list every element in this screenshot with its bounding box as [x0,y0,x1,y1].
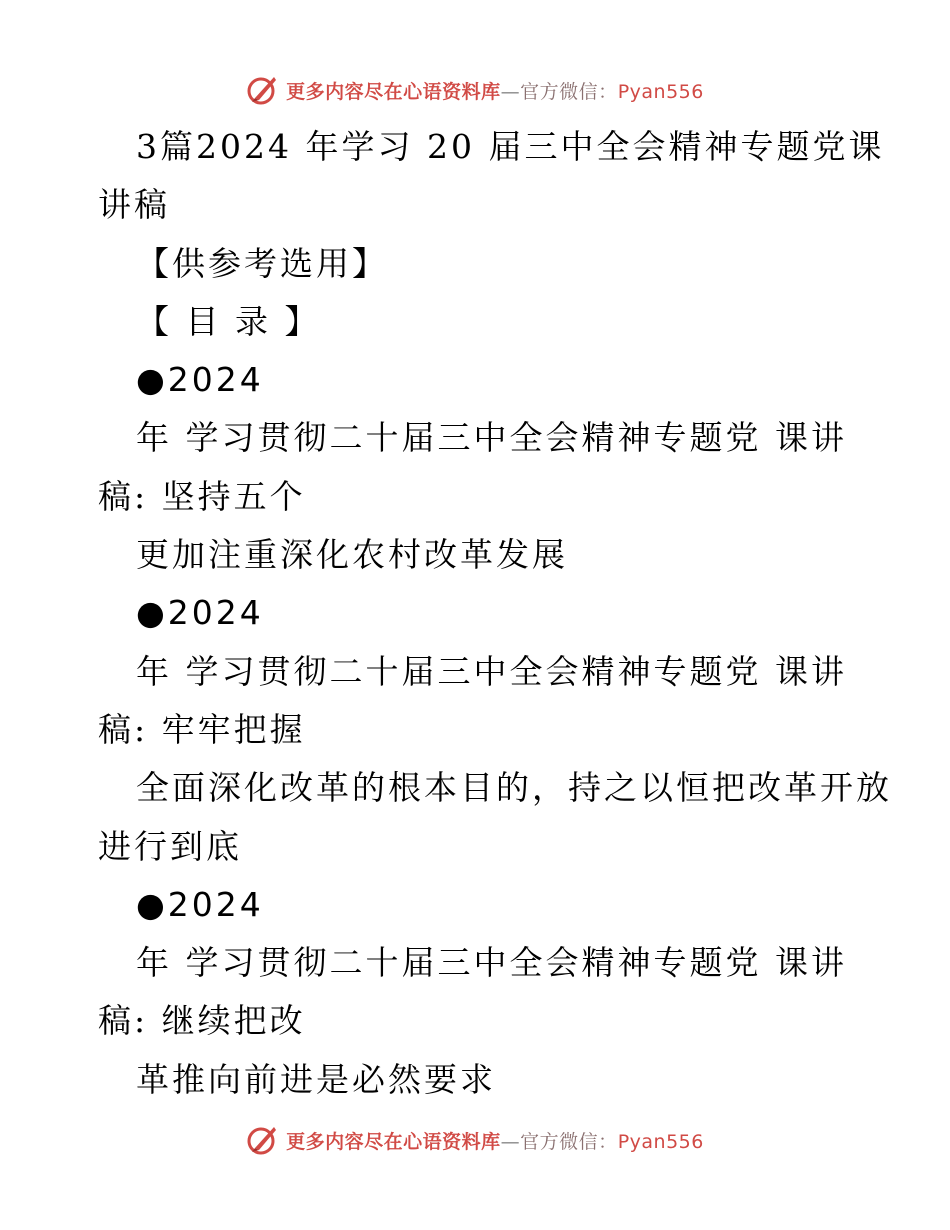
reference-note: 【供参考选用】 [136,243,388,283]
watermark-brand: 更多内容尽在心语资料库 [286,1130,501,1153]
toc-item-1-line3: 更加注重深化农村改革发展 [136,535,568,575]
document-body [98,118,892,1109]
watermark-text [286,77,704,104]
toc-item-3-bullet: ●2024 [136,884,264,924]
watermark-label: 官方微信： [520,80,618,103]
watermark-label: 官方微信： [520,1130,618,1153]
toc-item-2-bullet: ●2024 [136,593,264,633]
quill-logo-icon [246,1123,280,1157]
document-title-line1: 3篇2024 年学习 20 届三中全会精神专题党课 [136,127,885,166]
toc-item-3-line3: 革推向前进是必然要求 [136,1059,496,1099]
toc-item-1-line1: 年 学习贯彻二十届三中全会精神专题党 课讲 [136,418,847,458]
header-watermark [0,70,950,110]
watermark-dash: — [500,80,521,103]
watermark-wechat-id: Pyan556 [617,80,704,103]
toc-item-3-line1: 年 学习贯彻二十届三中全会精神专题党 课讲 [136,943,847,983]
footer-watermark [0,1120,950,1160]
watermark-brand: 更多内容尽在心语资料库 [286,80,501,103]
watermark-dash: — [500,1130,521,1153]
watermark-text [286,1127,704,1154]
toc-item-3-line2: 稿: 继续把改 [98,1001,306,1041]
toc-item-2-line1: 年 学习贯彻二十届三中全会精神专题党 课讲 [136,651,847,691]
document-title-line2: 讲稿 [98,185,170,225]
toc-item-2-line4: 进行到底 [98,826,242,866]
toc-item-2-line3: 全面深化改革的根本目的，持之以恒把改革开放 [136,768,892,808]
toc-item-1-bullet: ●2024 [136,360,264,400]
watermark-wechat-id: Pyan556 [617,1130,704,1153]
toc-item-1-line2: 稿: 坚持五个 [98,476,306,516]
quill-logo-icon [246,73,280,107]
toc-item-2-line2: 稿: 牢牢把握 [98,709,306,749]
toc-heading: 【 目 录 】 [136,301,321,341]
